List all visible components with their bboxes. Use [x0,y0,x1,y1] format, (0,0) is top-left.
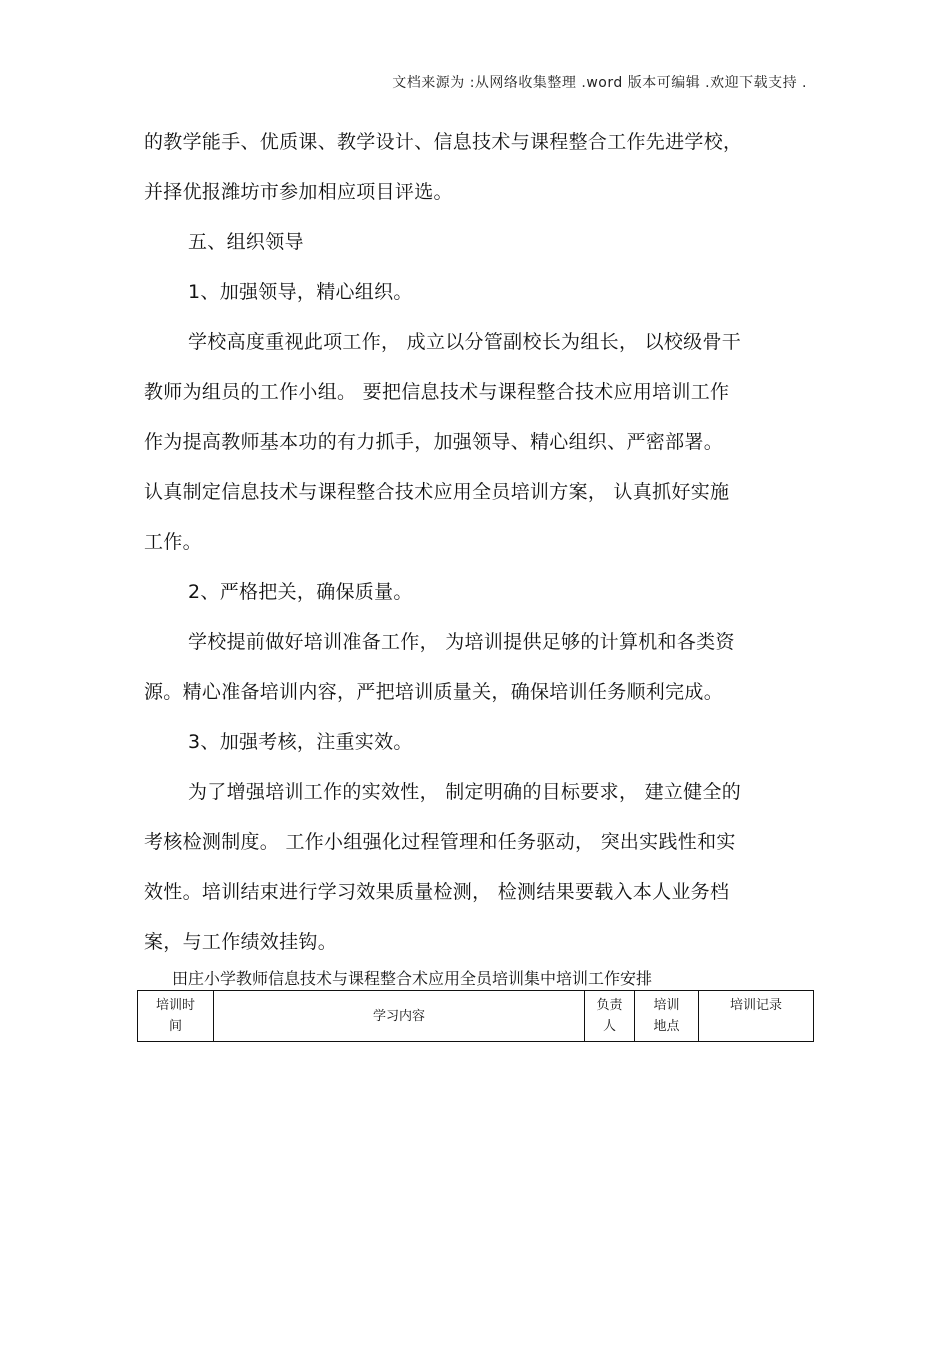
header-cell-record: 培训记录 [699,991,814,1042]
header-cell-time [138,991,214,1042]
header-cell-time-line: 间 [168,1019,182,1034]
paragraph-line: 并择优报潍坊市参加相应项目评选。 [144,181,453,203]
header-cell-time-line: 培训时 [155,998,195,1013]
header-cell-person-line: 负责 [596,998,623,1013]
paragraph-line: 教师为组员的工作小组。 要把信息技术与课程整合技术应用培训工作 [144,381,730,403]
paragraph-line: 的教学能手、优质课、教学设计、信息技术与课程整合工作先进学校， [144,131,743,153]
page-header: 文档来源为 :从网络收集整理 .word 版本可编辑 .欢迎下载支持 . [392,75,807,91]
paragraph-line: 作为提高教师基本功的有力抓手，加强领导、精心组织、严密部署。 [144,431,724,453]
schedule-table [137,990,814,1042]
paragraph-line: 源。精心准备培训内容，严把培训质量关，确保培训任务顺利完成。 [144,681,724,703]
paragraph-line: 认真制定信息技术与课程整合技术应用全员培训方案， 认真抓好实施 [144,481,730,503]
paragraph-line: 工作。 [144,531,202,553]
paragraph-line: 考核检测制度。 工作小组强化过程管理和任务驱动， 突出实践性和实 [144,831,736,853]
header-cell-content: 学习内容 [214,991,585,1042]
header-cell-person [585,991,635,1042]
paragraph-line: 案，与工作绩效挂钩。 [144,931,338,953]
table-title: 田庄小学教师信息技术与课程整合术应用全员培训集中培训工作安排 [172,969,653,988]
subsection-heading: 2、严格把关，确保质量。 [188,581,413,603]
paragraph-line: 效性。培训结束进行学习效果质量检测， 检测结果要载入本人业务档 [144,881,730,903]
header-cell-person-line: 人 [602,1019,616,1034]
table-header-row [138,991,814,1042]
paragraph-line: 学校高度重视此项工作， 成立以分管副校长为组长， 以校级骨干 [188,331,742,353]
header-cell-location-line: 地点 [653,1019,680,1034]
section-heading: 五、组织领导 [188,231,304,253]
subsection-heading: 1、加强领导，精心组织。 [188,281,413,303]
paragraph-line: 学校提前做好培训准备工作， 为培训提供足够的计算机和各类资 [188,631,735,653]
body-text [144,122,806,972]
subsection-heading: 3、加强考核，注重实效。 [188,731,413,753]
header-cell-location [635,991,699,1042]
header-cell-location-line: 培训 [653,998,680,1013]
paragraph-line: 为了增强培训工作的实效性， 制定明确的目标要求， 建立健全的 [188,781,742,803]
